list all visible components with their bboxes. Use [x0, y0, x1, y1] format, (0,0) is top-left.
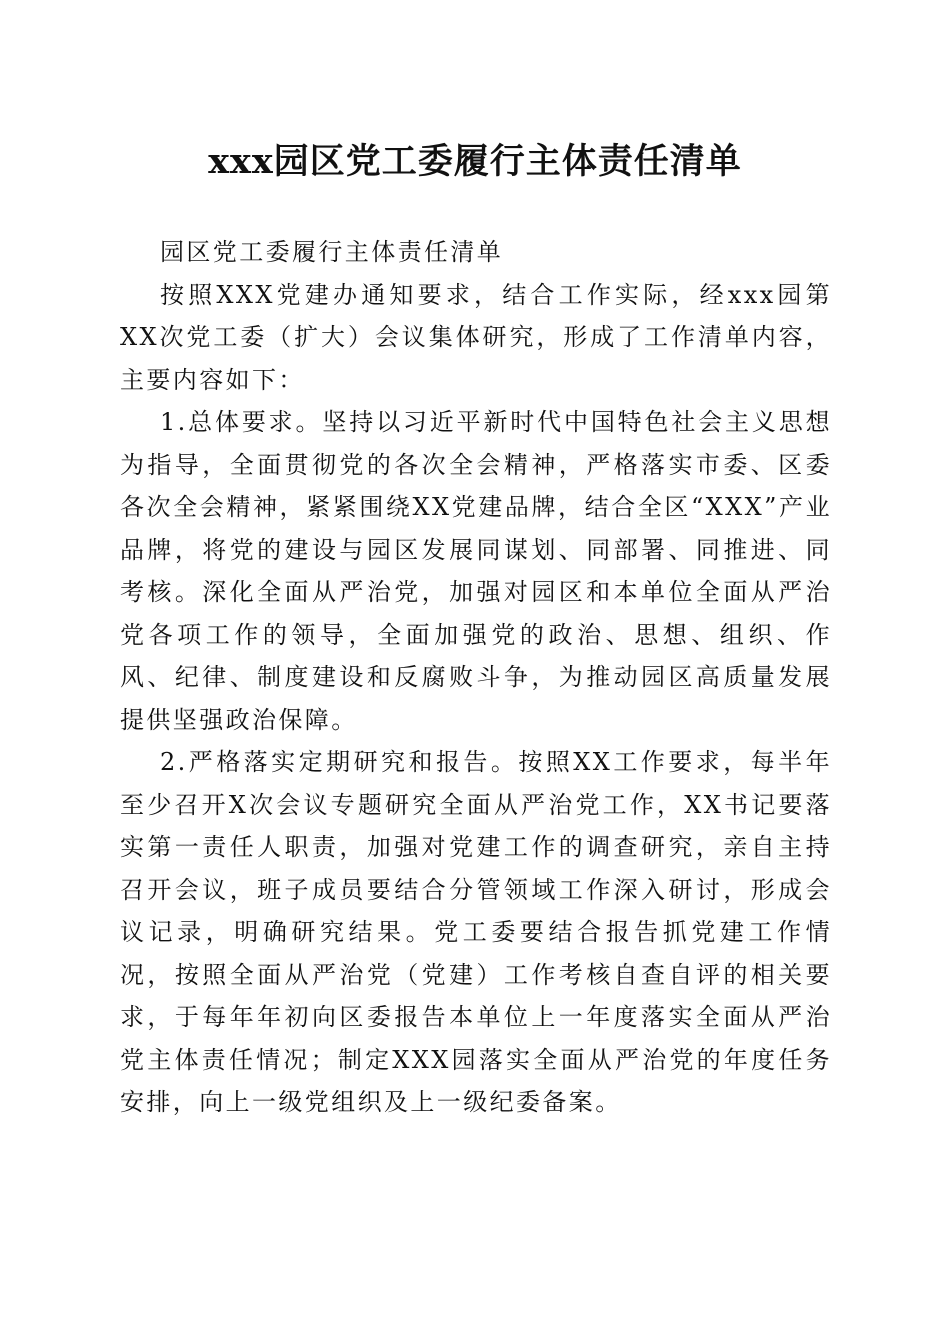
paragraph-subtitle: 园区党工委履行主体责任清单: [160, 238, 504, 266]
paragraph-intro: 按照XXX党建办通知要求，结合工作实际，经xxx园第XX次党工委（扩大）会议集体研究，形成了工作清单内容，主要内容如下：: [120, 280, 832, 394]
document-title: xxx园区党工委履行主体责任清单: [208, 141, 742, 182]
document-body: [120, 231, 832, 1124]
paragraph-item-2: 2.严格落实定期研究和报告。按照XX工作要求，每半年至少召开X次会议专题研究全面从严治党工作，XX书记要落实第一责任人职责，加强对党建工作的调查研究，亲自主持召开会议，班子成员要结合分管领域工作深入研讨，形成会议记录，明确研究结果。党工委要结合报告抓党建工作情况，按照全面从严治党（党建）工作考核自查自评的相关要求，于每年年初向区委报告本单位上一年度落实全面从严治党主体责任情况；制定XXX园落实全面从严治党的年度任务安排，向上一级党组织及上一级纪委备案。: [120, 748, 832, 1116]
paragraph-item-1: 1.总体要求。坚持以习近平新时代中国特色社会主义思想为指导，全面贯彻党的各次全会精神，严格落实市委、区委各次全会精神，紧紧围绕XX党建品牌，结合全区“XXX”产业品牌，将党的建设与园区发展同谋划、同部署、同推进、同考核。深化全面从严治党，加强对园区和本单位全面从严治党各项工作的领导，全面加强党的政治、思想、组织、作风、纪律、制度建设和反腐败斗争，为推动园区高质量发展提供坚强政治保障。: [120, 408, 832, 734]
